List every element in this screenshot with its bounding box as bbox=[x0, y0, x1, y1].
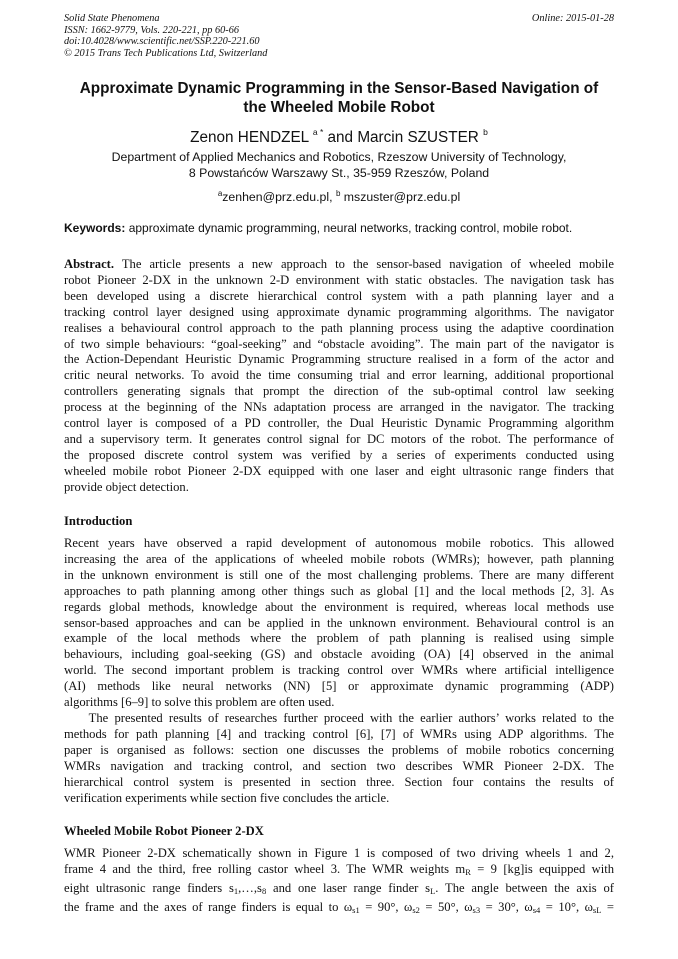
subscript: 8 bbox=[261, 885, 267, 896]
email-superscript: b bbox=[335, 189, 341, 198]
line-text: eight ultrasonic range finders s bbox=[64, 880, 234, 895]
keywords-text: approximate dynamic programming, neural networks, tracking control, mobile robot. bbox=[125, 221, 573, 235]
line-text: . The angle between the axis of bbox=[435, 880, 614, 895]
line-text: = bbox=[601, 899, 615, 914]
abstract-label: Abstract. bbox=[64, 257, 115, 271]
author-name: Marcin SZUSTER bbox=[357, 129, 479, 146]
paragraph-line: regards global methods, knowledge about the environment is required, whereas local methods use bbox=[64, 599, 614, 614]
abstract-line: process at the beginning of the NNs adaptation process are arranged in the navigator. The tracking bbox=[64, 400, 614, 415]
email-link[interactable]: zenhen@prz.edu.pl, bbox=[222, 190, 336, 204]
line-text: = 10°, ω bbox=[540, 899, 593, 914]
title-line: the Wheeled Mobile Robot bbox=[243, 99, 435, 116]
title-line: Approximate Dynamic Programming in the Sensor-Based Navigation of bbox=[79, 80, 599, 97]
paragraph-line: methods for path planning [4] and tracking control [6], [7] of WMRs using ADP algorithms. The bbox=[64, 726, 614, 741]
abstract-line: control layer is composed of a PD controller, the Dual Heuristic Dynamic Programming algorithm bbox=[64, 416, 614, 431]
subscript: sL bbox=[592, 904, 602, 915]
author-name: Zenon HENDZEL bbox=[190, 129, 309, 146]
abstract-line: of two simple behaviours: “goal-seeking” and “obstacle avoiding”. The main part of the navigator is bbox=[64, 336, 614, 351]
section-heading-wmr: Wheeled Mobile Robot Pioneer 2-DX bbox=[64, 824, 264, 838]
abstract-line: critic neural networks. To avoid the time consuming trial and error learning, additional proportional bbox=[64, 368, 614, 383]
affiliation-line: Department of Applied Mechanics and Robotics, Rzeszow University of Technology, bbox=[111, 150, 567, 164]
journal-header bbox=[64, 13, 614, 59]
email-link[interactable]: mszuster@prz.edu.pl bbox=[340, 190, 461, 204]
doi-line: doi:10.4028/www.scientific.net/SSP.220-221.60 bbox=[64, 36, 260, 48]
subscript: s2 bbox=[412, 904, 420, 915]
subscript: s1 bbox=[352, 904, 360, 915]
paragraph-line: example of the local methods where the problem of path planning is realised using simple bbox=[64, 631, 614, 646]
paragraph-line: sensor-based approaches and can be applied in the unknown environment. Behavioural control is an bbox=[64, 615, 614, 630]
abstract-line bbox=[64, 257, 614, 273]
abstract-line: and a supervisory term. It generates control signal for DC motors of the robot. The performance of bbox=[64, 431, 614, 446]
paragraph-line: paper is organised as follows: section one discusses the problems of mobile robotics concerning bbox=[64, 742, 614, 757]
abstract-line: wheeled mobile robot Pioneer 2-DX equipped with one laser and eight ultrasonic range finders that bbox=[64, 463, 614, 478]
affiliation-line: 8 Powstańców Warszawy St., 35-959 Rzeszów, Poland bbox=[188, 166, 490, 180]
paragraph-line: WMR Pioneer 2-DX schematically shown in Figure 1 is composed of two driving wheels 1 and 2, bbox=[64, 846, 614, 860]
author-conjunction: and bbox=[323, 129, 358, 146]
abstract bbox=[64, 257, 614, 496]
line-text: and one laser range finder s bbox=[266, 880, 431, 895]
paragraph-line: The presented results of researches further proceed with the earlier authors’ works related to the bbox=[64, 711, 614, 725]
email-superscript: a bbox=[217, 189, 223, 198]
paragraph-line: algorithms [6–9] to solve this problem are often used. bbox=[64, 695, 335, 710]
paragraph-line bbox=[64, 900, 614, 919]
subscript: s4 bbox=[532, 904, 541, 915]
paragraph-line: approaches to path planning among other things such as global [1] and the local methods [2, 3]. As bbox=[64, 583, 614, 598]
paragraph-line: hierarchical control system is presented in section three. Section four contains the results of bbox=[64, 774, 614, 789]
introduction-paragraph-1 bbox=[64, 536, 614, 711]
paragraph-line: verification experiments while section five concludes the article. bbox=[64, 790, 390, 805]
paragraph-line bbox=[64, 881, 614, 900]
keywords-label: Keywords: bbox=[64, 221, 126, 235]
paragraph-line: WMRs navigation and tracking control, and section two describes WMR Pioneer 2-DX. The bbox=[64, 758, 614, 773]
line-text: = 30°, ω bbox=[480, 899, 533, 914]
line-text: frame 4 and the third, free rolling castor wheel 3. The WMR weights m bbox=[64, 861, 466, 876]
subscript: L bbox=[430, 885, 436, 896]
abstract-line: the proposed discrete control system was verified by a series of experiments conducted using bbox=[64, 447, 614, 462]
line-text: = 90°, ω bbox=[359, 899, 413, 914]
issn-line: ISSN: 1662-9779, Vols. 220-221, pp 60-66 bbox=[64, 24, 240, 36]
line-text: the frame and the axes of range finders is equal to ω bbox=[64, 899, 353, 914]
author-superscript: a * bbox=[312, 127, 324, 137]
author-superscript: b bbox=[483, 127, 488, 137]
wmr-paragraph bbox=[64, 846, 614, 919]
journal-name: Solid State Phenomena bbox=[64, 13, 160, 24]
line-text: = 50°, ω bbox=[419, 899, 473, 914]
paragraph-line: in the unknown environment is still one of the most challenging problems. There are many different bbox=[64, 567, 614, 582]
paragraph-line bbox=[64, 862, 614, 881]
subscript: s3 bbox=[472, 904, 481, 915]
affiliation bbox=[56, 149, 622, 181]
abstract-line-text: The article presents a new approach to the sensor-based navigation of wheeled mobile bbox=[114, 257, 614, 271]
author-list bbox=[56, 123, 622, 147]
abstract-line: tracking control layer designed using approximate dynamic programming algorithms. The navigator bbox=[64, 304, 614, 319]
line-text: ,…,s bbox=[238, 880, 262, 895]
abstract-line: robot Pioneer 2-DX in the unknown 2-D environment with static obstacles. The navigation task has bbox=[64, 272, 614, 287]
abstract-line: provide object detection. bbox=[64, 479, 189, 494]
abstract-line: been developed using a discrete hierarchical control system with a path planning layer and a bbox=[64, 288, 614, 303]
abstract-line: realises a behavioural control approach to the path planning process using the adaptive coordination bbox=[64, 320, 614, 335]
line-text: = 9 [kg]is equipped with bbox=[470, 861, 614, 876]
paragraph-line: increasing the area of the applications of wheeled mobile robots (WMRs); however, path planning bbox=[64, 551, 614, 566]
copyright-line: © 2015 Trans Tech Publications Ltd, Switzerland bbox=[64, 47, 268, 59]
introduction-paragraph-2 bbox=[64, 711, 614, 806]
paper-title bbox=[56, 79, 622, 117]
paragraph-line: (AI) methods like neural networks (NN) [5] or approximate dynamic programming (ADP) bbox=[64, 679, 614, 694]
abstract-line: the Action-Dependant Heuristic Dynamic Programming structure realised in a form of the actor and bbox=[64, 352, 614, 367]
abstract-line: controllers generating signals that prompt the direction of the sub-optimal control law seeking bbox=[64, 384, 614, 399]
section-heading-introduction: Introduction bbox=[64, 514, 133, 528]
keywords bbox=[64, 220, 614, 236]
paragraph-line: world. The second important problem is tracking control over WMRs where artificial intelligence bbox=[64, 663, 614, 678]
subscript: R bbox=[465, 866, 471, 877]
paragraph-line: Recent years have observed a rapid development of autonomous mobile robotics. This allowed bbox=[64, 536, 614, 550]
author-emails bbox=[56, 186, 622, 205]
subscript: 1 bbox=[233, 885, 239, 896]
paragraph-line: behaviours, including goal-seeking (GS) and obstacle avoiding (OA) [4] observed in the animal bbox=[64, 647, 614, 662]
online-date: Online: 2015-01-28 bbox=[531, 13, 614, 24]
